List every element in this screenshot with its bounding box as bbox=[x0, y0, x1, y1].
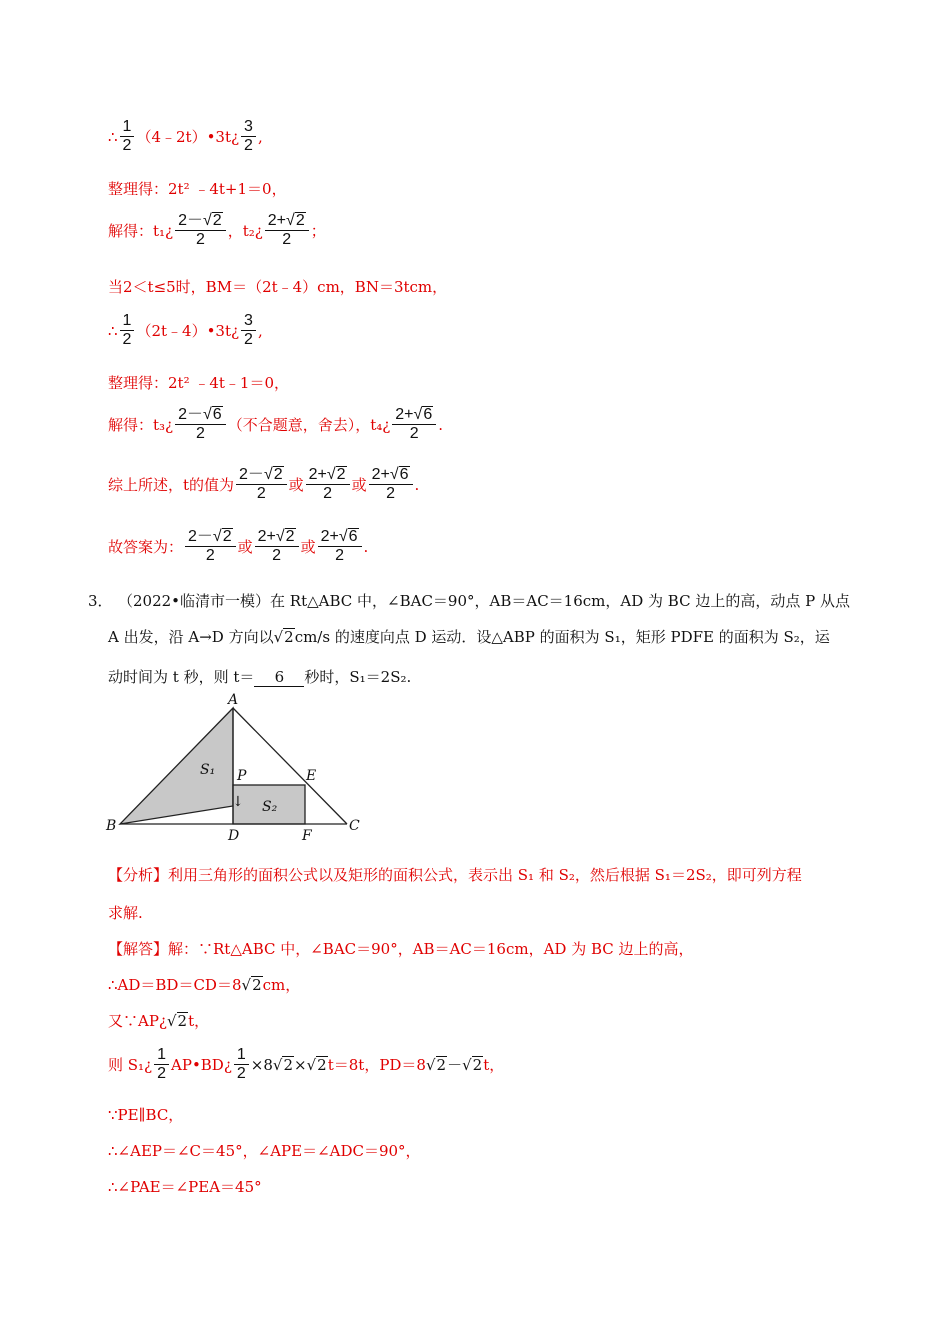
punct: . bbox=[363, 537, 369, 556]
fraction: 2－√ 6 2 bbox=[175, 406, 226, 443]
label-a: A bbox=[228, 692, 239, 708]
eq-line-6: 整理得：2t² ﹣4t﹣1＝0， bbox=[108, 374, 290, 392]
eq-line-5 bbox=[108, 312, 263, 349]
label-f: F bbox=[302, 828, 312, 842]
analysis-line-1: 【分析】利用三角形的面积公式以及矩形的面积公式，表示出 S₁ 和 S₂，然后根据 S₁＝2S₂，即可列方程 bbox=[108, 866, 802, 884]
text: A 出发，沿 A→D 方向以 bbox=[108, 628, 274, 646]
question-line-1: （2022•临清市一模）在 Rt△ABC 中，∠BAC＝90°，AB＝AC＝16cm，AD 为 BC 边上的高，动点 P 从点 bbox=[118, 592, 850, 610]
minus: － bbox=[447, 1056, 463, 1074]
solution-line-2: ∴AD＝BD＝CD＝8 √ 2 cm， bbox=[108, 975, 301, 994]
eq-line-8 bbox=[108, 466, 419, 503]
text: 秒时，S₁＝2S₂. bbox=[304, 668, 412, 686]
punct: , bbox=[257, 127, 263, 146]
fraction: 2+√ 2 2 bbox=[255, 528, 299, 565]
geometry-figure bbox=[100, 692, 370, 842]
question-number: 3． bbox=[88, 592, 113, 610]
label-s1: S₁ bbox=[200, 762, 216, 778]
solution-line-5: ∵PE∥BC， bbox=[108, 1106, 184, 1124]
or: 或 bbox=[288, 476, 304, 494]
label: ，t₂¿ bbox=[227, 222, 263, 240]
eq-line-1 bbox=[108, 118, 263, 155]
therefore: ∴ bbox=[108, 127, 118, 146]
punct: , bbox=[257, 321, 263, 340]
fraction: $\frac{1}{2}$ bbox=[234, 1046, 249, 1083]
fraction: 2+√ 2 2 bbox=[265, 212, 309, 249]
text: AP•BD¿ bbox=[171, 1055, 232, 1074]
solution-line-4: 则 S₁¿ $\frac{1}{2}$ AP•BD¿ $\frac{1}{2}$ ×8 √ 2 × √ 2 t＝8t，PD＝8 √ 2 － √ 2 t， bbox=[108, 1046, 505, 1082]
fraction: 2+√ 6 2 bbox=[318, 528, 362, 565]
label-s2: S₂ bbox=[262, 799, 278, 815]
expression: （4﹣2t）•3t¿ bbox=[136, 128, 240, 146]
label-e: E bbox=[306, 768, 317, 784]
arrow-down-icon: ↓ bbox=[232, 794, 244, 810]
fraction: 2－√ 2 2 bbox=[185, 528, 236, 565]
solution-line-3: 又∵AP¿ √ 2 t， bbox=[108, 1011, 210, 1030]
solution-line-6: ∴∠AEP＝∠C＝45°，∠APE＝∠ADC＝90°， bbox=[108, 1142, 421, 1160]
text: 则 S₁¿ bbox=[108, 1056, 153, 1074]
fraction: $\frac{3}{2}$ bbox=[241, 118, 256, 155]
punct: . bbox=[438, 415, 443, 434]
text: cm/s 的速度向点 D 运动．设△ABP 的面积为 S₁，矩形 PDFE 的面积为 S₂，运 bbox=[294, 628, 830, 646]
label: 解得：t₁¿ bbox=[108, 222, 174, 240]
analysis-line-2: 求解. bbox=[108, 904, 143, 922]
label: （不合题意，舍去），t₄¿ bbox=[227, 416, 391, 434]
fraction: 2+√ 6 2 bbox=[392, 406, 436, 443]
label: 解得：t₃¿ bbox=[108, 416, 174, 434]
times: × bbox=[294, 1055, 307, 1074]
eq-line-3 bbox=[108, 212, 326, 249]
text: 动时间为 t 秒，则 t＝ bbox=[108, 668, 255, 686]
eq-line-2: 整理得：2t² ﹣4t+1＝0， bbox=[108, 180, 287, 198]
solution-line-7: ∴∠PAE＝∠PEA＝45° bbox=[108, 1178, 262, 1196]
label-c: C bbox=[349, 818, 360, 834]
text: t， bbox=[188, 1012, 210, 1030]
fraction: 2+√ 2 2 bbox=[306, 466, 350, 503]
fraction: $\frac{1}{2}$ bbox=[120, 312, 135, 349]
or: 或 bbox=[351, 476, 367, 494]
or: 或 bbox=[237, 538, 253, 556]
question-line-2: A 出发，沿 A→D 方向以√ 2 cm/s 的速度向点 D 运动．设△ABP 的面积为 S₁，矩形 PDFE 的面积为 S₂，运 bbox=[108, 628, 830, 646]
label-b: B bbox=[106, 818, 117, 834]
fraction: 2－√ 2 2 bbox=[236, 466, 287, 503]
answer-blank: 6 bbox=[254, 668, 304, 687]
text: t， bbox=[483, 1056, 505, 1074]
solution-line-1: 【解答】解：∵Rt△ABC 中，∠BAC＝90°，AB＝AC＝16cm，AD 为 BC 边上的高， bbox=[108, 940, 694, 958]
answer-line bbox=[108, 528, 368, 565]
eq-line-7 bbox=[108, 406, 443, 443]
label: 故答案为： bbox=[108, 538, 184, 556]
therefore: ∴ bbox=[108, 321, 118, 340]
text: ×8 bbox=[250, 1055, 273, 1074]
eq-line-4: 当2＜t≤5时，BM＝（2t﹣4）cm，BN＝3tcm， bbox=[108, 278, 448, 296]
fraction: $\frac{3}{2}$ bbox=[241, 312, 256, 349]
text: t＝8t，PD＝8 bbox=[327, 1056, 426, 1074]
punct: ； bbox=[310, 222, 326, 240]
or: 或 bbox=[300, 538, 316, 556]
label-d: D bbox=[228, 828, 240, 842]
text: ∴AD＝BD＝CD＝8 bbox=[108, 976, 242, 994]
question-line-3 bbox=[108, 666, 411, 687]
punct: . bbox=[414, 475, 420, 494]
triangle-abp-shaded bbox=[120, 708, 233, 824]
fraction: 2－√ 2 2 bbox=[175, 212, 226, 249]
label-p: P bbox=[237, 768, 247, 784]
label: 综上所述，t的值为 bbox=[108, 476, 235, 494]
text: cm， bbox=[262, 976, 301, 994]
fraction: $\frac{1}{2}$ bbox=[120, 118, 135, 155]
fraction: $\frac{1}{2}$ bbox=[154, 1046, 169, 1083]
text: 又∵AP¿ bbox=[108, 1012, 167, 1030]
expression: （2t﹣4）•3t¿ bbox=[136, 322, 240, 340]
fraction: 2+√ 6 2 bbox=[369, 466, 413, 503]
